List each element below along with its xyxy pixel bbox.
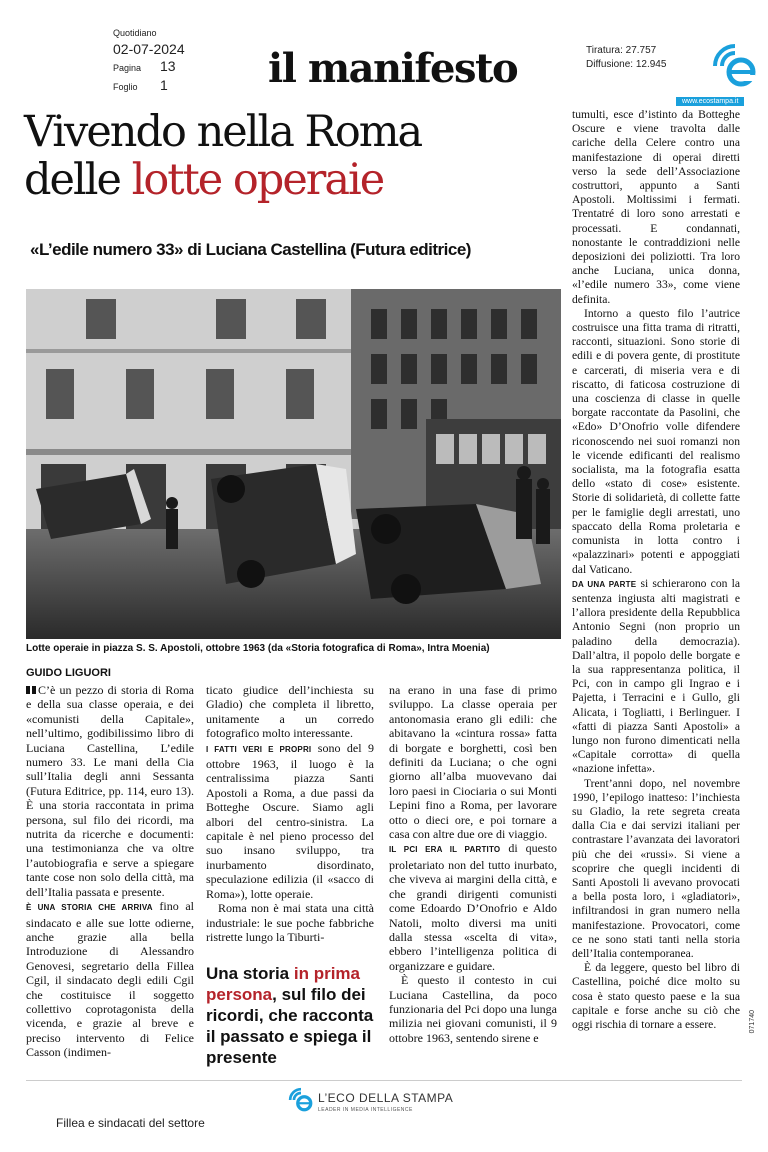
- photo-caption: Lotte operaie in piazza S. S. Apostoli, ottobre 1963 (da «Storia fotografica di Roma», Intra Moenia): [26, 643, 490, 654]
- headline-line2: delle lotte operaie: [24, 155, 384, 205]
- eco-url: www.ecostampa.it: [676, 97, 744, 106]
- col4-para-4: Trent’anni dopo, nel novembre 1990, l’epilogo inatteso: l’inchiesta su Gladio, la rete segreta creata dalla Cia e dai servizi italiani per contrastare l’avanzata dei lavoratori più che dei «russi». Si viene a scoprire che quegli incidenti di Santi Apostoli li avevano provocati a bella posta loro, i «gladiatori», infiltrandosi in gran numero nella manifestazione. Provocatori, come ce ne sono stati tanti nella storia dell’Italia contemporanea.: [572, 776, 740, 960]
- footer-sector: Fillea e sindacati del settore: [56, 1116, 205, 1130]
- archive-code: 071740: [749, 1010, 756, 1034]
- col2-para-1: ticato giudice dell’inchiesta su Gladio) che completa il libretto, unitamente a un corredo fotografico molto interessante.: [206, 683, 374, 741]
- col2-lead-in: I FATTI VERI E PROPRI: [206, 744, 312, 754]
- article-photo: [26, 289, 561, 639]
- col1-para-2: fino al sindacato e alle sue lotte odierne, anche grazie alla bella Introduzione di Alessandro Genovesi, segretario della Fillea Cgil, il sindacato degli edili Cgil che costituisce il soggetto collettivo coprotagonista della vicenda, e grazie al breve e preciso intervento di Felice Casson (indimen-: [26, 899, 195, 1060]
- tiratura: Tiratura: 27.757: [586, 45, 657, 56]
- col2-para-3: Roma non è mai stata una città industriale: le sue poche fabbriche ristrette lungo la Tiburti-: [206, 901, 374, 944]
- headline: [24, 108, 564, 204]
- eco-stampa-logo-icon: [711, 42, 759, 90]
- subheadline: «L’edile numero 33» di Luciana Castellina (Futura editrice): [30, 240, 471, 259]
- eco-stampa-name: L’ECO DELLA STAMPA: [318, 1091, 454, 1105]
- col4-lead-in: DA UNA PARTE: [572, 579, 637, 589]
- col3-para-1: na erano in una fase di primo sviluppo. La classe operaia per antonomasia erano gli edili: che abitavano la «cintura rossa» fatta di borgate e borghetti, così ben definiti da Luciana; o che ogni giorno all’alba muovevano dai loro paesi in Ciociaria o sui Monti Lepini fino a Roma, per lavorare otto o dieci ore, e poi tornare a casa con altre due ore di viaggio.: [389, 683, 557, 842]
- publication-date: 02-07-2024: [113, 41, 185, 57]
- pagina-label: Pagina: [113, 63, 142, 73]
- column-2: [206, 683, 374, 944]
- col4-para-3: si schierarono con la sentenza ingiusta alti magistrati e l’allora presidente della Repubblica Antonio Segni (non proprio un paladino della democrazia). Dall’altra, il popolo delle borgate e la sua rappresentanza politica, il Pci, con in campo gli Ingrao e i Pajetta, i Terracini e i Gullo, gli Alicata, i Togliatti, i Berlinguer. I «fatti di piazza Santi Apostoli» a lungo non furono dimenticati nella «Capitale corrotta» di quella «nazione infetta».: [572, 576, 740, 776]
- headline-line1: Vivendo nella Roma: [24, 107, 422, 157]
- pagina-value: 13: [160, 58, 176, 74]
- col1-para-1: C’è un pezzo di storia di Roma e della sua classe operaia, e dei «comunisti della Capitale», nell’ultimo, godibilissimo libro di Luciana Castellina, L’edile numero 33. Le mani della Cia sull’Italia degli anni Sessanta (Futura Editrice, pp. 114, euro 13). È una storia raccontata in prima persona, sul filo dei ricordi, ma nutrita da ricerche e documenti: una testimonianza che va oltre l’autobiografia e serve a spiegare tante cose non solo della città, ma dell’Italia passata e presente.: [26, 683, 194, 899]
- col1-lead-in: È UNA STORIA CHE ARRIVA: [26, 903, 153, 913]
- footer-divider: [26, 1080, 742, 1081]
- column-4: [572, 108, 740, 1032]
- foglio-label: Foglio: [113, 82, 138, 92]
- col4-para-2: Intorno a questo filo l’autrice costruisce una fitta trama di ritratti, racconti, situazioni. Sono storie di edili e di povera gente, di prostitute e carcerati, di miseria vera e di riscatto, di faticosa costruzione di una coscienza di classe in quelle borgate raccontate da Pasolini, che «Edo» D’Onofrio volle difendere riconoscendo nei suoi romanzi non le vicende edificanti del realismo socialista, ma la fotografia esatta dello «stato di cose» esistente. Storie di solidarietà, di collette fatte per le famiglie degli arrestati, uno spaccato della Roma proletaria e comunista in lotta contro i «palazzinari» potenti e appoggiati dal Vaticano.: [572, 306, 740, 576]
- byline: GUIDO LIGUORI: [26, 667, 111, 679]
- col4-para-5: È da leggere, questo bel libro di Castellina, poiché dice molto su cosa è stato questo paese e la sua capitale e forse anche su ciò che oggi rischia di tornare a essere.: [572, 961, 740, 1031]
- col3-para-3: È questo il contesto in cui Luciana Castellina, da poco funzionaria del Pci dopo una lunga milizia nei giovani comunisti, il 9 ottobre 1963, sentendo sirene e: [389, 973, 557, 1045]
- diffusione: Diffusione: 12.945: [586, 59, 667, 70]
- column-1: [26, 683, 194, 1060]
- quotidiano-label: Quotidiano: [113, 28, 157, 38]
- col3-lead-in: IL PCI ERA IL PARTITO: [389, 845, 501, 855]
- eco-stampa-footer-logo-icon: [288, 1087, 314, 1113]
- pull-quote-red: in prima persona: [206, 964, 360, 1004]
- col2-para-2: sono del 9 ottobre 1963, il luogo è la centralissima piazza Santi Apostoli a Roma, a due passi da Botteghe Oscure. Siamo agli albori del centro-sinistra. La capitale è nel pieno processo del suo insano sviluppo, tra inurbamento disordinato, speculazione edilizia (il «sacco di Roma»), lotte operaie.: [206, 740, 374, 901]
- col4-para-1: tumulti, esce d’istinto da Botteghe Oscure e viene travolta dalle cariche della Celere contro una manifestazione di operai diretti verso la sede dell’Associazione costruttori, appunto a Santi Apostoli. Moltissimi i fermati. Trentatré di loro sono arrestati e processati. E condannati, nonostante le contraddizioni nelle deposizioni dei poliziotti. Tra loro anche Luciana, unica donna, «l’edile numero 33», come viene definita.: [572, 108, 740, 306]
- foglio-value: 1: [160, 77, 168, 93]
- masthead: il manifesto: [268, 45, 518, 92]
- paragraph-marker-icon: [26, 686, 30, 694]
- col3-para-2: di questo proletariato non del tutto inurbato, che viveva ai margini della città, e che grandi dirigenti comunisti come Edoardo D’Onofrio e Aldo Natoli, molto diversi ma uniti dalla stessa «scelta di vita», ebbero l’intelligenza politica di organizzare e guidare.: [389, 841, 557, 973]
- column-3: [389, 683, 557, 1045]
- headline-red-part: lotte operaie: [131, 155, 384, 205]
- eco-stampa-tagline: LEADER IN MEDIA INTELLIGENCE: [318, 1107, 413, 1113]
- pull-quote: Una storia in prima persona, sul filo dei ricordi, che racconta il passato e spiega il presente: [206, 964, 374, 1067]
